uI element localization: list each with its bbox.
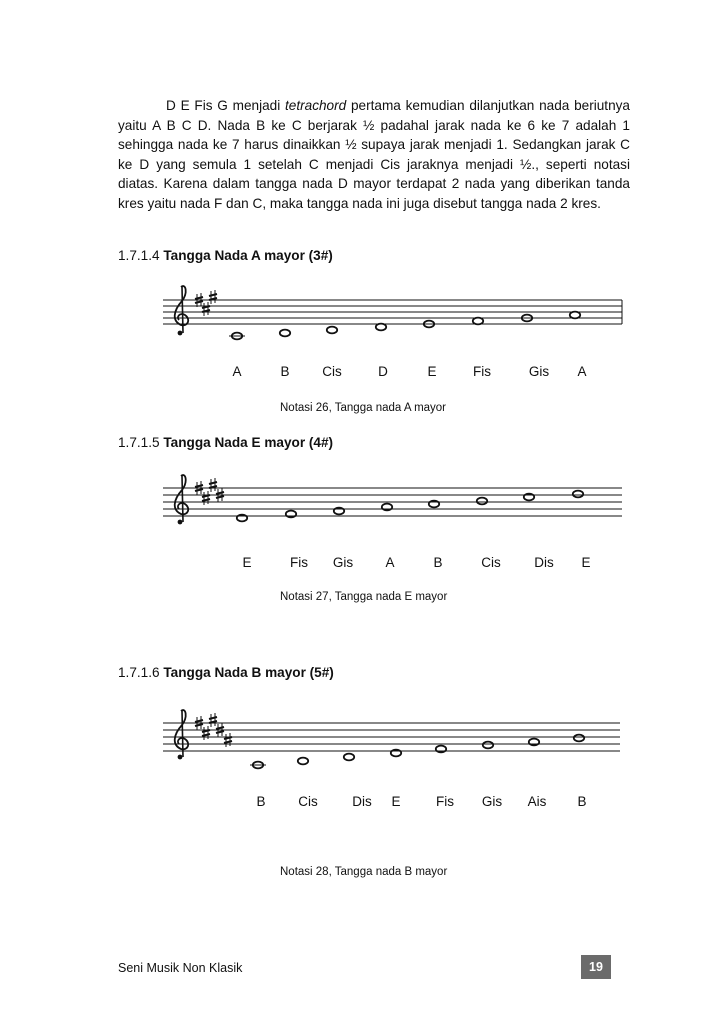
sharp-icon	[202, 491, 210, 505]
page-number: 19	[581, 955, 611, 979]
section-title: Tangga Nada A mayor (3#)	[163, 248, 333, 263]
note-label: B	[433, 555, 443, 570]
caption-notasi-26: Notasi 26, Tangga nada A mayor	[280, 402, 447, 414]
sharp-icon	[224, 733, 232, 747]
caption-notasi-27: Notasi 27, Tangga nada E mayor	[280, 591, 448, 603]
note-label: B	[256, 794, 266, 809]
note-b-high	[574, 735, 584, 742]
note-label: Fis	[473, 364, 491, 379]
note-fis	[473, 318, 483, 325]
note-label: E	[242, 555, 252, 570]
note-label: Cis	[298, 794, 318, 809]
note-label: Ais	[527, 794, 547, 809]
note-a-high	[570, 312, 580, 319]
note-label: Gis	[528, 364, 550, 379]
treble-clef-icon	[175, 286, 188, 335]
note-label: Fis	[436, 794, 454, 809]
note-d	[376, 324, 386, 331]
note-label: E	[391, 794, 401, 809]
note-label: B	[280, 364, 290, 379]
note-label: E	[581, 555, 591, 570]
note-label: A	[385, 555, 395, 570]
note-label: Cis	[322, 364, 342, 379]
sharp-icon	[209, 713, 217, 727]
paragraph-term-tetrachord: tetrachord	[285, 98, 347, 113]
note-label: A	[232, 364, 242, 379]
note-label: Fis	[290, 555, 308, 570]
note-label: B	[577, 794, 587, 809]
sharp-icon	[202, 302, 210, 316]
sharp-icon	[202, 726, 210, 740]
note-e-high	[573, 491, 583, 498]
section-title: Tangga Nada B mayor (5#)	[163, 665, 334, 680]
treble-clef-icon	[175, 475, 188, 524]
note-label: Gis	[481, 794, 503, 809]
staff-a-major	[163, 286, 622, 339]
section-heading-e-major	[118, 434, 333, 452]
sharp-icon	[209, 290, 217, 304]
note-gis	[483, 742, 493, 749]
section-heading-b-major	[118, 664, 334, 682]
note-label: D	[378, 364, 388, 379]
note-cis	[298, 758, 308, 765]
treble-clef-icon	[175, 710, 188, 759]
note-b	[280, 330, 290, 337]
note-label: Dis	[534, 555, 554, 570]
sharp-icon	[209, 478, 217, 492]
section-number: 1.7.1.6	[118, 665, 160, 680]
note-cis	[477, 498, 487, 505]
note-label: Dis	[352, 794, 372, 809]
staff-b-major	[163, 710, 620, 768]
note-label: Gis	[332, 555, 354, 570]
section-title: Tangga Nada E mayor (4#)	[163, 435, 334, 450]
caption-notasi-28: Notasi 28, Tangga nada B mayor	[280, 866, 448, 878]
footer-book-title: Seni Musik Non Klasik	[118, 961, 243, 975]
note-label: E	[427, 364, 437, 379]
note-label: A	[577, 364, 587, 379]
paragraph-part-3: pertama kemudian dilanjutkan nada beriutnya yaitu A B C D. Nada B ke C berjarak ½ padahal jarak nada ke 6 ke 7 adalah 1 sehingga nada ke 7 harus dinaikkan ½ supaya jarak menjadi 1. Sedangkan jarak C ke D yang semula 1 setelah C menjadi Cis jaraknya menjadi ½., seperti notasi diatas. Karena dalam tangga nada D mayor terdapat 2 nada yang diberikan tanda kres yaitu nada F dan C, maka tangga nada ini juga disebut tangga nada 2 kres.	[118, 98, 630, 211]
staff-e-major	[163, 475, 622, 524]
note-label: Cis	[481, 555, 501, 570]
note-cis	[327, 327, 337, 334]
section-number: 1.7.1.4	[118, 248, 160, 263]
note-dis	[344, 754, 354, 761]
section-number: 1.7.1.5	[118, 435, 160, 450]
paragraph-part-1: D E Fis G menjadi	[166, 98, 281, 113]
